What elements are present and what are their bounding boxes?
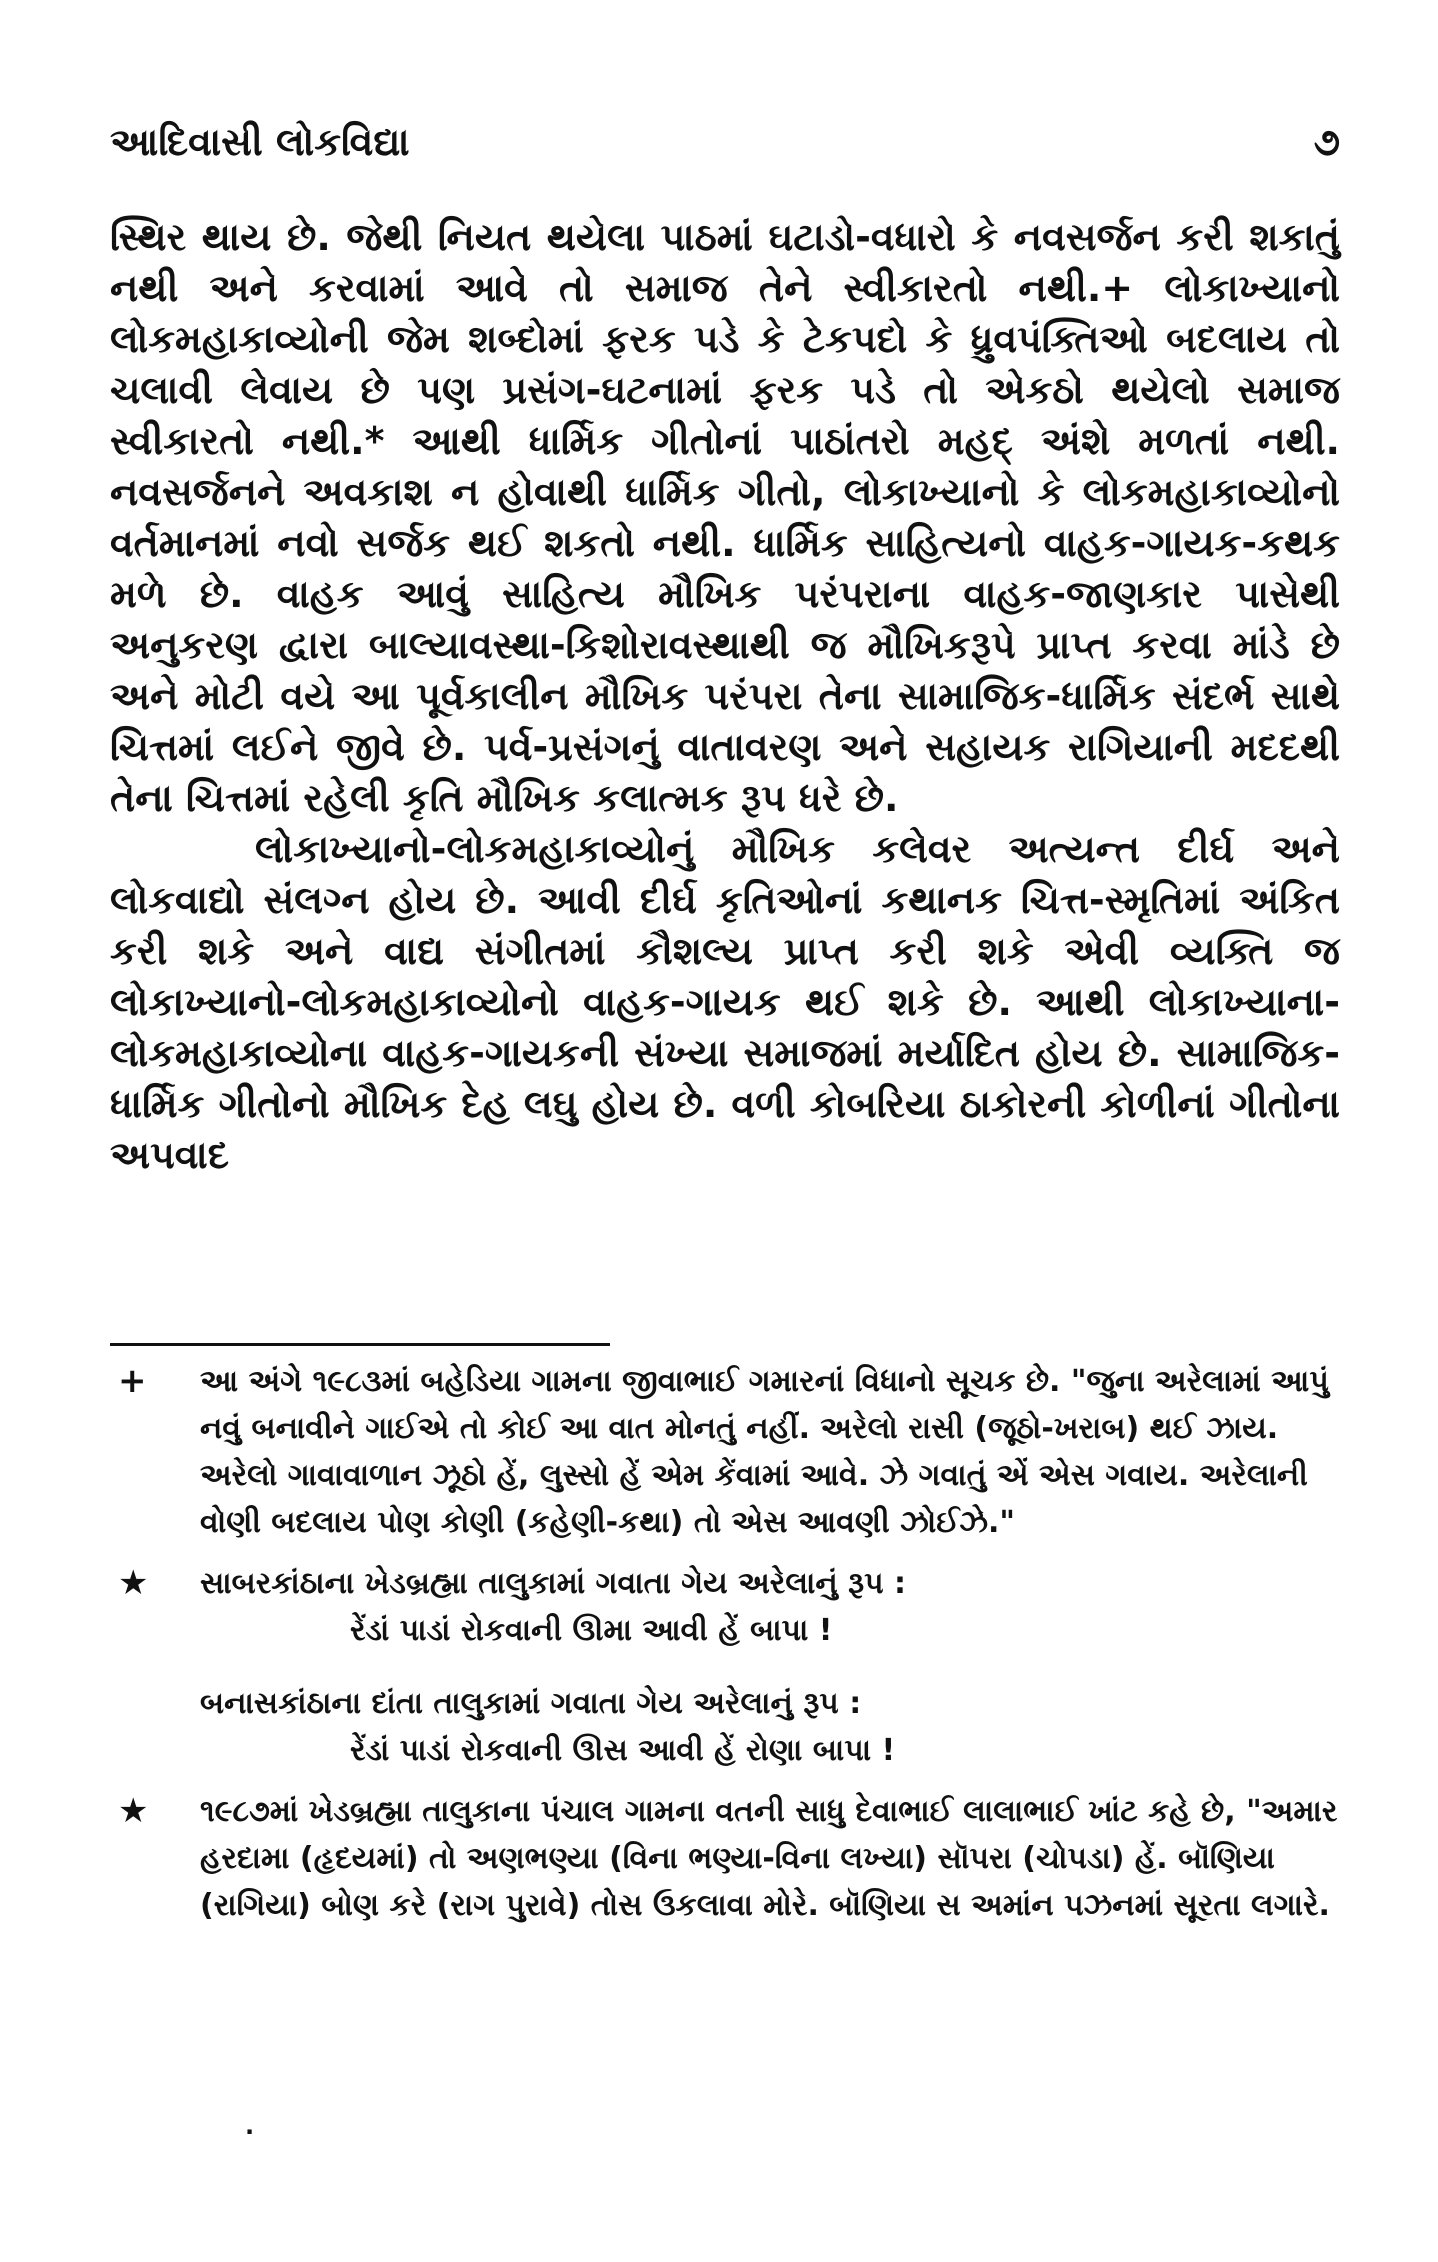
footnote-divider xyxy=(110,1343,610,1346)
footnote-text: બનાસકાંઠાના દાંતા તાલુકામાં ગવાતા ગેય અરેલાનું રૂપ : xyxy=(200,1686,862,1721)
scan-speck: · xyxy=(245,2118,255,2146)
body-paragraph: સ્થિર થાય છે. જેથી નિયત થયેલા પાઠમાં ઘટાડો-વધારો કે નવસર્જન કરી શકાતું નથી અને કરવામાં આવે તો સમાજ તેને સ્વીકારતો નથી.+ લોકાખ્યાનો લોકમહાકાવ્યોની જેમ શબ્દોમાં ફરક પડે કે ટેકપદો કે ધ્રુવપંક્તિઓ બદલાય તો ચલાવી લેવાય છે પણ પ્રસંગ-ઘટનામાં ફરક પડે તો એકઠો થયેલો સમાજ સ્વીકારતો નથી.* આથી ધાર્મિક ગીતોનાં પાઠાંતરો મહદ્ અંશે મળતાં નથી. નવસર્જનને અવકાશ ન હોવાથી ધાર્મિક ગીતો, લોકાખ્યાનો કે લોકમહાકાવ્યોનો વર્તમાનમાં નવો સર્જક થઈ શકતો નથી. ધાર્મિક સાહિત્યનો વાહક-ગાયક-કથક મળે છે. વાહક આવું સાહિત્ય મૌખિક પરંપરાના વાહક-જાણકાર પાસેથી અનુકરણ દ્વારા બાલ્યાવસ્થા-કિશોરાવસ્થાથી જ મૌખિકરૂપે પ્રાપ્ત કરવા માંડે છે અને મોટી વયે આ પૂર્વકાલીન મૌખિક પરંપરા તેના સામાજિક-ધાર્મિક સંદર્ભ સાથે ચિત્તમાં લઈને જીવે છે. પર્વ-પ્રસંગનું વાતાવરણ અને સહાયક રાગિયાની મદદથી તેના ચિત્તમાં રહેલી કૃતિ મૌખિક કલાત્મક રૂપ ધરે છે. xyxy=(110,215,1340,820)
footnote-text: આ અંગે ૧૯૮૩માં બહેડિયા ગામના જીવાભાઈ ગમારનાં વિધાનો સૂચક છે. "જુના અરેલામાં આપું નવું બનાવીને ગાઈએ તો કોઈ આ વાત મોનતું નહીં. અરેલો રાસી (જૂઠો-ખરાબ) થઈ ઝાય. અરેલો ગાવાવાળાન ઝૂઠો હેં, લુસ્સો હેં એમ કેંવામાં આવે. ઝે ગવાતું એં એસ ગવાય. અરેલાની વોણી બદલાય પોણ કોણી (કહેણી-કથા) તો એસ આવણી ઝોઈઝે." xyxy=(200,1364,1329,1540)
footnote-verse: રેંડાં પાડાં રોકવાની ઊસ આવી હેં રોણા બાપા ! xyxy=(350,1733,896,1768)
footnote xyxy=(110,1358,1340,1546)
main-text xyxy=(110,212,1340,1181)
running-title: આદિવાસી લોકવિદ્યા xyxy=(110,120,410,164)
footnote-verse: રેંડાં પાડાં રોકવાની ઊમા આવી હેં બાપા ! xyxy=(350,1613,833,1648)
footnote xyxy=(110,1560,1340,1774)
footnote-text: ૧૯૮૭માં ખેડબ્રહ્મા તાલુકાના પંચાલ ગામના વતની સાધુ દેવાભાઈ લાલાભાઈ ખાંટ કહે છે, "અમાર હરદામા (હૃદયમાં) તો અણભણ્યા (વિના ભણ્યા-વિના લખ્યા) સૉપરા (ચોપડા) હેં. બૉણિયા (રાગિયા) બોણ કરે (રાગ પુરાવે) તોસ ઉકલાવા મોરે. બૉણિયા સ અમાંન પઝનમાં સૂરતા લગારે. xyxy=(200,1794,1338,1923)
body-paragraph: લોકાખ્યાનો-લોકમહાકાવ્યોનું મૌખિક કલેવર અત્યન્ત દીર્ઘ અને લોકવાદ્યો સંલગ્ન હોય છે. આવી દીર્ઘ કૃતિઓનાં કથાનક ચિત્ત-સ્મૃતિમાં અંકિત કરી શકે અને વાદ્ય સંગીતમાં કૌશલ્ય પ્રાપ્ત કરી શકે એવી વ્યક્તિ જ લોકાખ્યાનો-લોકમહાકાવ્યોનો વાહક-ગાયક થઈ શકે છે. આથી લોકાખ્યાના-લોકમહાકાવ્યોના વાહક-ગાયકની સંખ્યા સમાજમાં મર્યાદિત હોય છે. સામાજિક-ધાર્મિક ગીતોનો મૌખિક દેહ લઘુ હોય છે. વળી કોબરિયા ઠાકોરની કોળીનાં ગીતોના અપવાદ xyxy=(110,827,1340,1177)
footnote-mark: ★ xyxy=(118,1563,149,1603)
footnote xyxy=(110,1788,1340,1929)
page-number: ૭ xyxy=(1313,120,1340,164)
page-header xyxy=(110,120,1340,180)
footnotes xyxy=(110,1358,1340,1943)
footnote-text: સાબરકાંઠાના ખેડબ્રહ્મા તાલુકામાં ગવાતા ગેય અરેલાનું રૂપ : xyxy=(200,1566,907,1601)
footnote-mark: + xyxy=(118,1361,147,1401)
footnote-mark: ★ xyxy=(118,1791,149,1831)
